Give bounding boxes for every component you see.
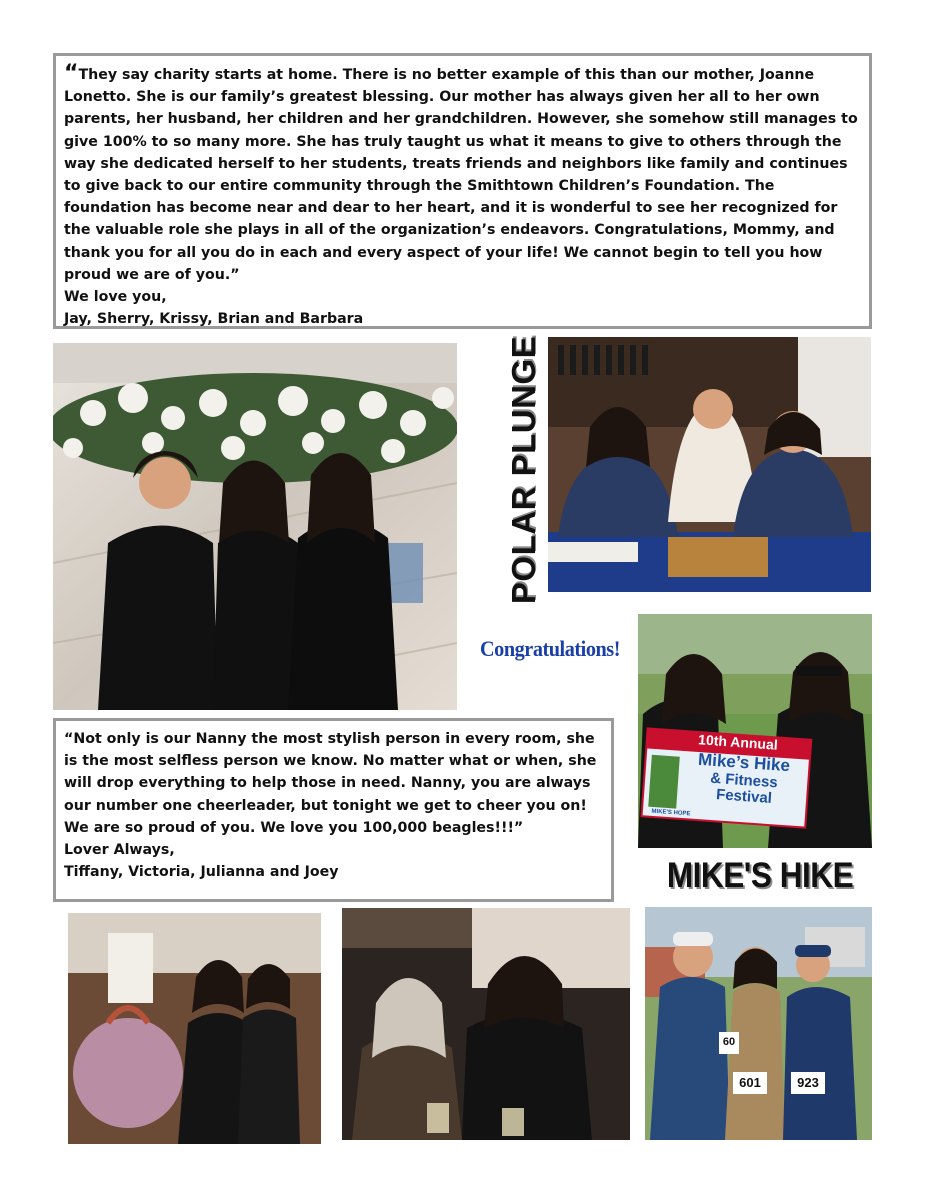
grandchildren-tribute-signers: Tiffany, Victoria, Julianna and Joey xyxy=(64,864,339,881)
congratulations-heading: Congratulations! xyxy=(480,636,620,661)
family-tribute-quote-box xyxy=(53,53,872,329)
bib-60: 60 xyxy=(722,1036,736,1048)
family-tribute-text: They say charity starts at home. There is no better example of this than our mother, Joanne Lonetto. She is our family’s greatest blessing. Our mother has always given her all to her own parents, her husband, her children and her grandchildren. However, she somehow still manages to give 100% to so many more. She has truly taught us what it means to give to others through the way she dedicated herself to her students, treats friends and neighbors like family and continues to give back to our entire community through the Smithtown Children’s Foundation. The foundation has become near and dear to her heart, and it is wonderful to see her recognized for the valuable role she plays in all of the organization’s endeavors. Congratulations, Mommy, and thank you for all you do in each and every aspect of your life! We cannot begin to tell you how proud we are of you.” xyxy=(64,67,858,283)
photo-gift-basket xyxy=(68,913,321,1144)
family-tribute-closing: We love you, xyxy=(64,289,167,306)
grandchildren-tribute-quote-box xyxy=(53,718,614,902)
mikes-hike-label: MIKE'S HIKE xyxy=(666,856,854,895)
polar-plunge-label: POLAR PLUNGE xyxy=(505,335,542,605)
photo-three-hikers xyxy=(645,907,872,1140)
family-tribute-signers: Jay, Sherry, Krissy, Brian and Barbara xyxy=(64,311,364,328)
sign-small-logo-text: MIKE'S HOPE xyxy=(651,808,691,818)
bib-923: 923 xyxy=(797,1075,819,1090)
grandchildren-tribute-text: “Not only is our Nanny the most stylish person in every room, she is the most selfless person we know. No matter what or when, she will drop everything to help those in need. Nanny, you are always our number one cheerleader, but tonight we get to cheer you on! We are so proud of you. We love you 100,000 beagles!!!” xyxy=(64,731,597,836)
photo-mikes-hike-sign xyxy=(638,614,872,848)
sign-line-annual: 10th Annual xyxy=(697,731,779,753)
photo-three-women-flower-wall xyxy=(53,343,457,710)
grandchildren-tribute-closing: Lover Always, xyxy=(64,842,175,859)
sign-line-festival: Festival xyxy=(715,786,773,807)
sign-line-mikes-hike: Mike’s Hike xyxy=(697,749,791,776)
bib-601: 601 xyxy=(739,1075,761,1090)
sign-line-fitness: & Fitness xyxy=(709,769,779,792)
open-quote-mark: “ xyxy=(64,61,79,86)
photo-two-women-toast xyxy=(342,908,630,1140)
photo-polar-plunge-table xyxy=(548,337,871,592)
